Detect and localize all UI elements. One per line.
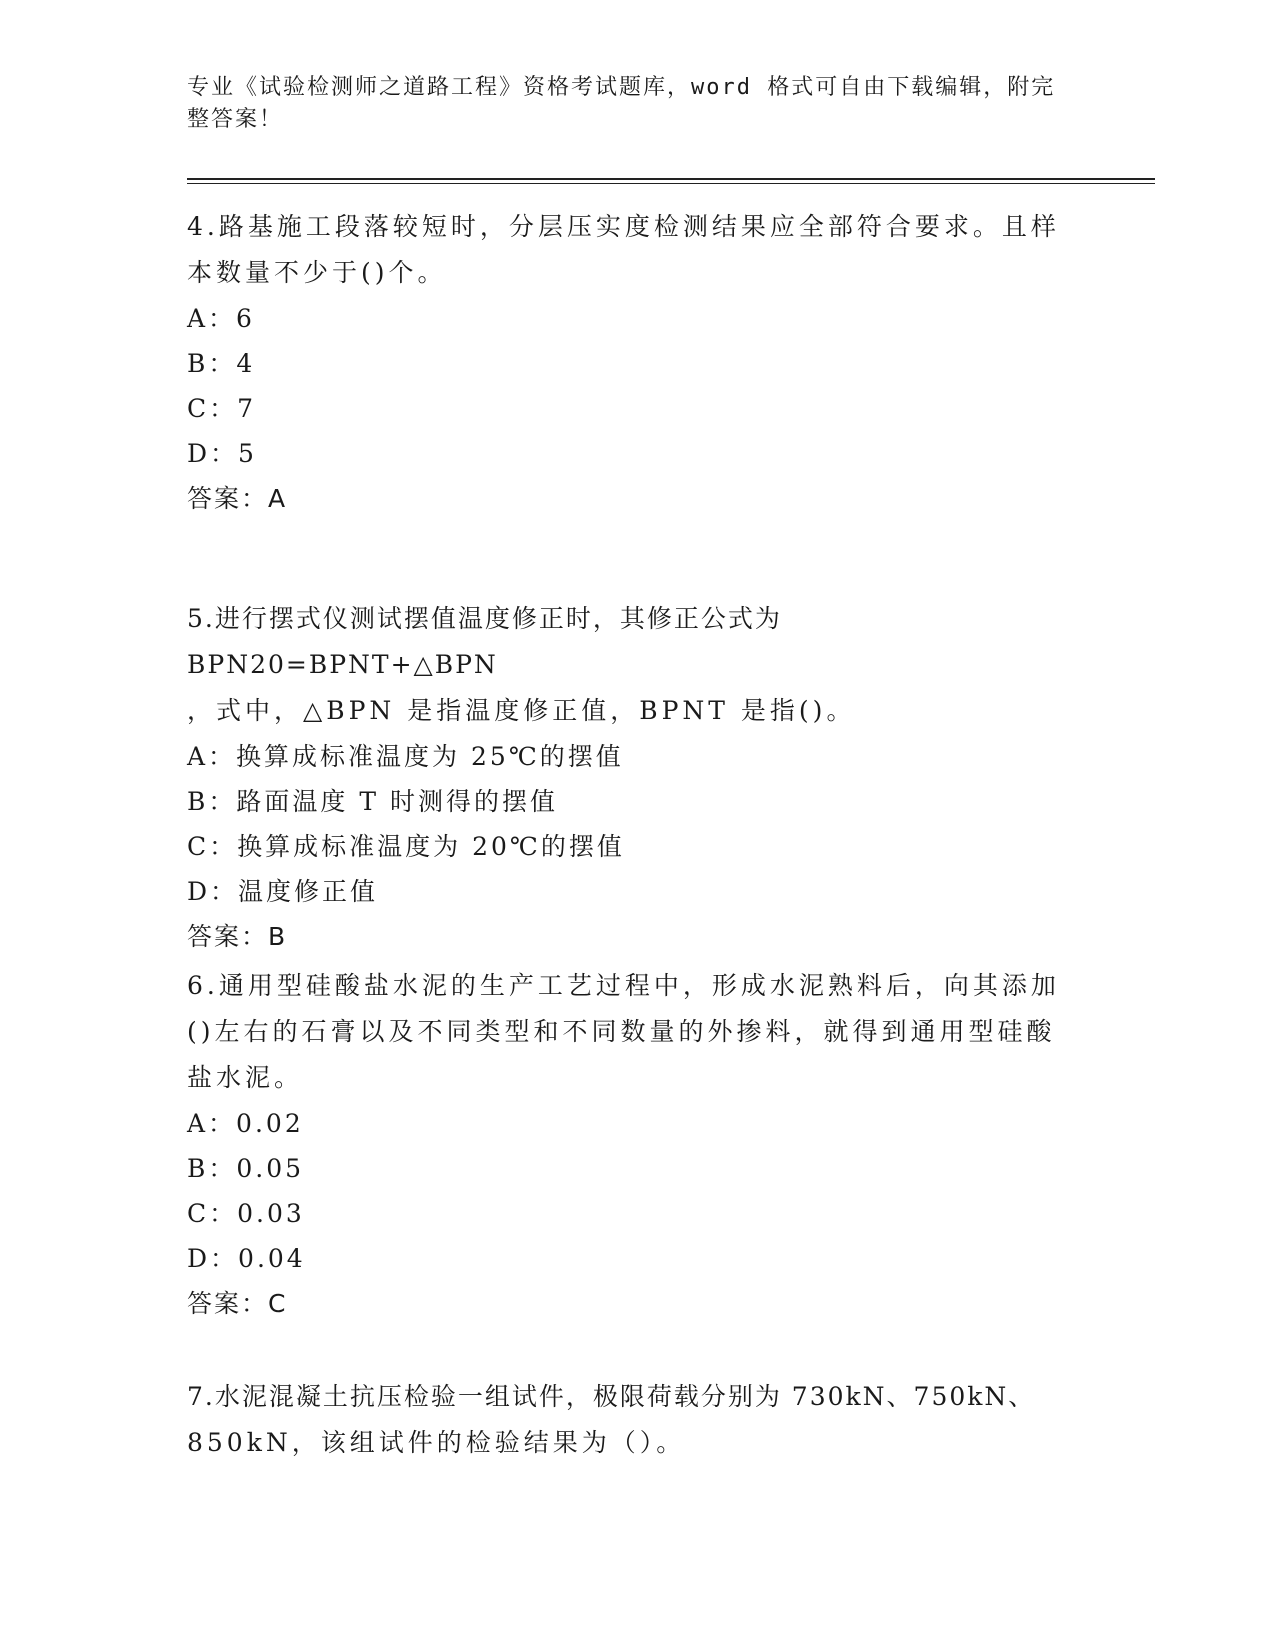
stem-line: 本数量不少于()个。 — [187, 258, 447, 287]
document-header — [187, 72, 1067, 136]
option-d: D：温度修正值 — [187, 877, 379, 906]
answer: 答案：A — [187, 484, 288, 513]
question-stem — [187, 1374, 1087, 1466]
option-b: B：0.05 — [187, 1154, 305, 1183]
option-c: C：7 — [187, 394, 257, 423]
stem-line: ()左右的石膏以及不同类型和不同数量的外掺料，就得到通用型硅酸 — [187, 1017, 1056, 1046]
question-4 — [187, 204, 1087, 521]
header-divider-thick — [187, 178, 1155, 180]
stem-line: 5.进行摆式仪测试摆值温度修正时，其修正公式为 BPN20=BPNT+△BPN — [187, 604, 782, 679]
option-c: C：换算成标准温度为 20℃的摆值 — [187, 832, 625, 861]
option-a: A：换算成标准温度为 25℃的摆值 — [187, 742, 624, 771]
option-d: D：5 — [187, 439, 257, 468]
option-a: A：0.02 — [187, 1109, 304, 1138]
option-a: A：6 — [187, 304, 255, 333]
stem-line: ，式中，△BPN 是指温度修正值，BPNT 是指()。 — [187, 696, 856, 725]
answer: 答案：B — [187, 922, 288, 951]
option-c: C：0.03 — [187, 1199, 305, 1228]
question-stem — [187, 596, 1087, 734]
stem-line: 4.路基施工段落较短时，分层压实度检测结果应全部符合要求。且样 — [187, 212, 1060, 241]
header-line-2: 整答案！ — [187, 107, 284, 132]
option-b: B：4 — [187, 349, 256, 378]
stem-line: 6.通用型硅酸盐水泥的生产工艺过程中，形成水泥熟料后，向其添加 — [187, 971, 1060, 1000]
stem-line: 7.水泥混凝土抗压检验一组试件，极限荷载分别为 730kN、750kN、 — [187, 1382, 1036, 1411]
header-line-1: 专业《试验检测师之道路工程》资格考试题库，word 格式可自由下载编辑，附完 — [187, 75, 1056, 100]
header-divider-thin — [187, 183, 1155, 184]
question-stem — [187, 963, 1087, 1101]
question-stem — [187, 204, 1087, 296]
stem-line: 850kN，该组试件的检验结果为（）。 — [187, 1428, 686, 1457]
stem-line: 盐水泥。 — [187, 1063, 304, 1092]
option-d: D：0.04 — [187, 1244, 306, 1273]
answer: 答案：C — [187, 1289, 288, 1318]
question-5 — [187, 596, 1087, 959]
question-7 — [187, 1374, 1087, 1466]
option-b: B：路面温度 T 时测得的摆值 — [187, 787, 558, 816]
question-6 — [187, 963, 1087, 1326]
